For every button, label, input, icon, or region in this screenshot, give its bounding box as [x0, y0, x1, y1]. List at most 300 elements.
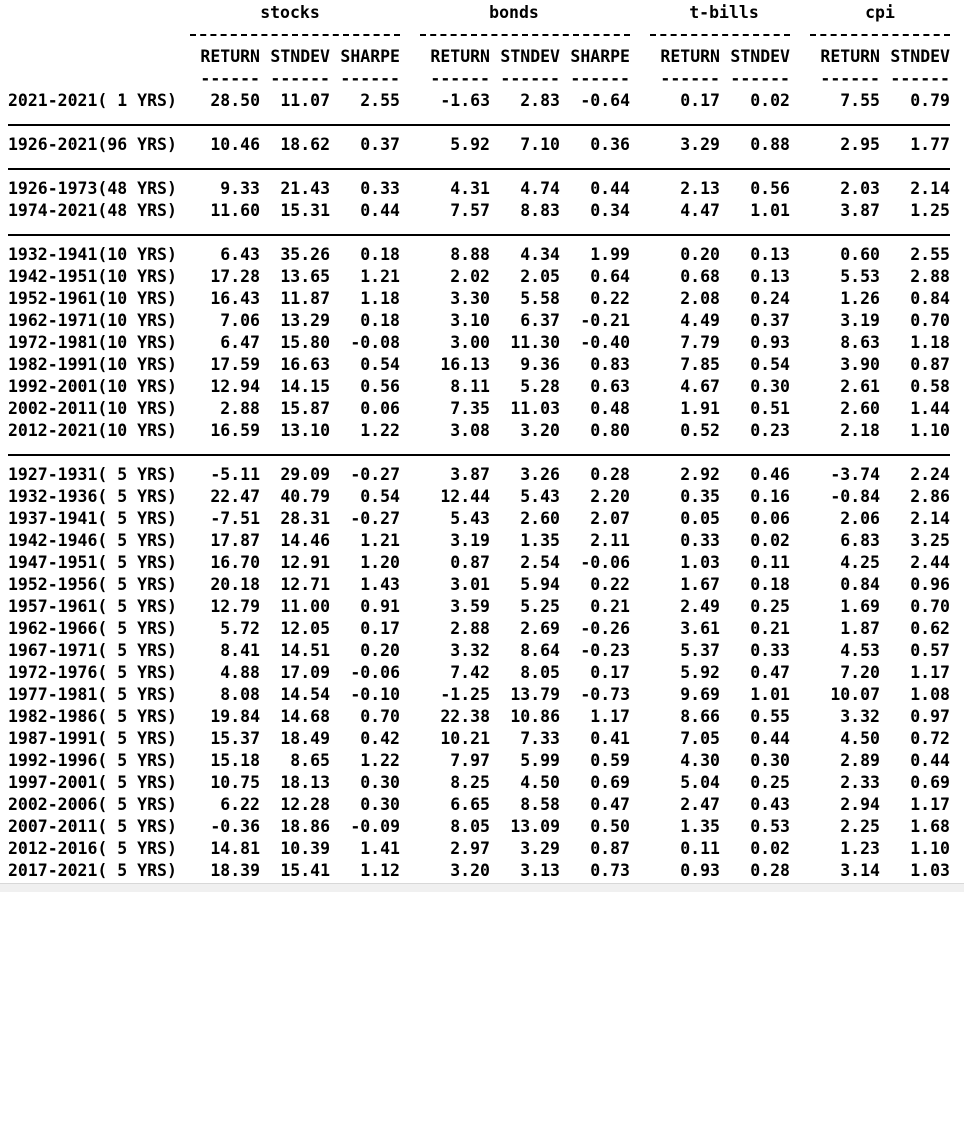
- cpi-return: 3.14: [840, 861, 880, 880]
- column-header-row: [0, 46, 964, 68]
- period-label: 1982-1986( 5 YRS): [8, 707, 177, 726]
- bonds-return: 3.87: [450, 465, 490, 484]
- bonds-return: 2.88: [450, 619, 490, 638]
- cpi-stndev: 0.72: [910, 729, 950, 748]
- tbills-stndev: 0.02: [750, 531, 790, 550]
- period-label: 1947-1951( 5 YRS): [8, 553, 177, 572]
- cpi-stndev: 1.17: [910, 663, 950, 682]
- bonds-sharpe: -0.21: [580, 311, 630, 330]
- bonds-return: 7.97: [450, 751, 490, 770]
- tbills-return: 2.08: [680, 289, 720, 308]
- stocks-return: -7.51: [210, 509, 260, 528]
- bonds-stndev: 13.09: [510, 817, 560, 836]
- cpi-return: 0.60: [840, 245, 880, 264]
- bonds-sharpe: 0.87: [590, 839, 630, 858]
- cpi-stndev: 0.62: [910, 619, 950, 638]
- cpi-return: 2.18: [840, 421, 880, 440]
- tbills-stndev: 0.88: [750, 135, 790, 154]
- bonds-sharpe: -0.06: [580, 553, 630, 572]
- stocks-sharpe: 0.17: [360, 619, 400, 638]
- tbills-return: 0.17: [680, 91, 720, 110]
- tbills-stndev: 0.53: [750, 817, 790, 836]
- bonds-sharpe: 0.17: [590, 663, 630, 682]
- period-label: 1957-1961( 5 YRS): [8, 597, 177, 616]
- stocks-return: 8.08: [220, 685, 260, 704]
- table-row: [0, 662, 964, 684]
- bonds-stndev: 2.69: [520, 619, 560, 638]
- stocks-sharpe: -0.09: [350, 817, 400, 836]
- stocks-return: 16.70: [210, 553, 260, 572]
- stocks-return: 12.79: [210, 597, 260, 616]
- period-label: 1926-1973(48 YRS): [8, 179, 177, 198]
- bonds-return: 7.57: [450, 201, 490, 220]
- bonds-return: 5.43: [450, 509, 490, 528]
- period-label: 1987-1991( 5 YRS): [8, 729, 177, 748]
- stocks-sharpe: 0.42: [360, 729, 400, 748]
- period-label: 1977-1981( 5 YRS): [8, 685, 177, 704]
- column-header: STNDEV: [500, 47, 560, 66]
- tbills-return: 0.33: [680, 531, 720, 550]
- bonds-sharpe: 0.80: [590, 421, 630, 440]
- stocks-return: 17.59: [210, 355, 260, 374]
- bonds-return: 3.00: [450, 333, 490, 352]
- tbills-stndev: 0.44: [750, 729, 790, 748]
- tbills-return: 5.92: [680, 663, 720, 682]
- stocks-sharpe: 0.20: [360, 641, 400, 660]
- table-row: [0, 706, 964, 728]
- table-row: [0, 860, 964, 882]
- stocks-return: 15.37: [210, 729, 260, 748]
- column-header: STNDEV: [890, 47, 950, 66]
- tbills-return: 9.69: [680, 685, 720, 704]
- cpi-stndev: 0.57: [910, 641, 950, 660]
- cpi-return: 4.53: [840, 641, 880, 660]
- bonds-return: -1.25: [440, 685, 490, 704]
- cpi-return: 1.23: [840, 839, 880, 858]
- cpi-return: 2.89: [840, 751, 880, 770]
- bonds-return: 22.38: [440, 707, 490, 726]
- stocks-sharpe: 2.55: [360, 91, 400, 110]
- stocks-sharpe: -0.06: [350, 663, 400, 682]
- bonds-sharpe: -0.23: [580, 641, 630, 660]
- table-row: [0, 640, 964, 662]
- tbills-return: 5.04: [680, 773, 720, 792]
- bonds-stndev: 10.86: [510, 707, 560, 726]
- stocks-stndev: 11.00: [280, 597, 330, 616]
- bonds-sharpe: 0.63: [590, 377, 630, 396]
- table-row: [0, 398, 964, 420]
- bonds-stndev: 3.20: [520, 421, 560, 440]
- period-label: 1962-1966( 5 YRS): [8, 619, 177, 638]
- tbills-return: 7.79: [680, 333, 720, 352]
- table-row: [0, 376, 964, 398]
- stocks-stndev: 8.65: [290, 751, 330, 770]
- cpi-return: 2.60: [840, 399, 880, 418]
- cpi-stndev: 2.88: [910, 267, 950, 286]
- cpi-stndev: 2.14: [910, 179, 950, 198]
- tbills-return: 0.52: [680, 421, 720, 440]
- stocks-stndev: 13.10: [280, 421, 330, 440]
- stocks-sharpe: 1.41: [360, 839, 400, 858]
- column-header: SHARPE: [570, 47, 630, 66]
- stocks-return: 19.84: [210, 707, 260, 726]
- table-row: [0, 816, 964, 838]
- group-header-row: [0, 2, 964, 24]
- tbills-return: 4.47: [680, 201, 720, 220]
- tbills-stndev: 0.54: [750, 355, 790, 374]
- bonds-sharpe: 0.73: [590, 861, 630, 880]
- tbills-stndev: 0.21: [750, 619, 790, 638]
- table-row: [0, 90, 964, 112]
- bonds-stndev: 5.25: [520, 597, 560, 616]
- stocks-return: 17.28: [210, 267, 260, 286]
- bonds-stndev: 13.79: [510, 685, 560, 704]
- stocks-sharpe: -0.27: [350, 465, 400, 484]
- stocks-stndev: 14.51: [280, 641, 330, 660]
- bonds-sharpe: 0.64: [590, 267, 630, 286]
- group-title-tbills: t-bills: [689, 3, 759, 22]
- bonds-sharpe: -0.73: [580, 685, 630, 704]
- table-row: [0, 838, 964, 860]
- bonds-stndev: 5.28: [520, 377, 560, 396]
- column-header: RETURN: [430, 47, 490, 66]
- stocks-return: 14.81: [210, 839, 260, 858]
- tbills-return: 0.68: [680, 267, 720, 286]
- cpi-return: 2.33: [840, 773, 880, 792]
- stocks-stndev: 18.49: [280, 729, 330, 748]
- stocks-return: 9.33: [220, 179, 260, 198]
- period-label: 1937-1941( 5 YRS): [8, 509, 177, 528]
- stocks-stndev: 29.09: [280, 465, 330, 484]
- bonds-return: 3.19: [450, 531, 490, 550]
- tbills-stndev: 0.02: [750, 839, 790, 858]
- stocks-return: 10.75: [210, 773, 260, 792]
- tbills-stndev: 0.18: [750, 575, 790, 594]
- bonds-sharpe: 0.36: [590, 135, 630, 154]
- bonds-sharpe: 0.44: [590, 179, 630, 198]
- bonds-return: 3.59: [450, 597, 490, 616]
- tbills-return: 0.20: [680, 245, 720, 264]
- bonds-return: 8.88: [450, 245, 490, 264]
- tbills-stndev: 0.24: [750, 289, 790, 308]
- bonds-stndev: 2.83: [520, 91, 560, 110]
- table-row: [0, 530, 964, 552]
- bonds-return: 16.13: [440, 355, 490, 374]
- column-underline-row: [0, 68, 964, 90]
- cpi-return: 0.84: [840, 575, 880, 594]
- cpi-return: 4.25: [840, 553, 880, 572]
- bonds-sharpe: 1.99: [590, 245, 630, 264]
- bonds-return: 2.97: [450, 839, 490, 858]
- cpi-return: 7.20: [840, 663, 880, 682]
- tbills-stndev: 0.28: [750, 861, 790, 880]
- bonds-sharpe: 0.41: [590, 729, 630, 748]
- cpi-stndev: 2.86: [910, 487, 950, 506]
- table-row: [0, 178, 964, 200]
- section-divider: [8, 234, 950, 236]
- period-label: 1932-1936( 5 YRS): [8, 487, 177, 506]
- bonds-stndev: 11.03: [510, 399, 560, 418]
- bonds-return: 3.32: [450, 641, 490, 660]
- tbills-stndev: 1.01: [750, 201, 790, 220]
- period-label: 1972-1976( 5 YRS): [8, 663, 177, 682]
- period-label: 2017-2021( 5 YRS): [8, 861, 177, 880]
- stocks-sharpe: 0.18: [360, 245, 400, 264]
- table-row: [0, 134, 964, 156]
- section-divider: [8, 454, 950, 456]
- bonds-sharpe: 0.83: [590, 355, 630, 374]
- stocks-stndev: 18.62: [280, 135, 330, 154]
- column-underline: ------: [200, 69, 260, 88]
- bonds-return: 4.31: [450, 179, 490, 198]
- stocks-stndev: 15.87: [280, 399, 330, 418]
- period-label: 2012-2021(10 YRS): [8, 421, 177, 440]
- bonds-stndev: 11.30: [510, 333, 560, 352]
- stocks-sharpe: 0.70: [360, 707, 400, 726]
- table-row: [0, 750, 964, 772]
- tbills-return: 4.67: [680, 377, 720, 396]
- table-row: [0, 618, 964, 640]
- cpi-stndev: 1.77: [910, 135, 950, 154]
- stocks-return: 2.88: [220, 399, 260, 418]
- column-underline: ------: [340, 69, 400, 88]
- bonds-sharpe: 2.20: [590, 487, 630, 506]
- table-row: [0, 244, 964, 266]
- bonds-stndev: 6.37: [520, 311, 560, 330]
- bonds-stndev: 3.13: [520, 861, 560, 880]
- cpi-return: 8.63: [840, 333, 880, 352]
- stocks-return: 17.87: [210, 531, 260, 550]
- stocks-stndev: 15.80: [280, 333, 330, 352]
- table-row: [0, 596, 964, 618]
- column-header: SHARPE: [340, 47, 400, 66]
- period-label: 1997-2001( 5 YRS): [8, 773, 177, 792]
- stocks-stndev: 14.15: [280, 377, 330, 396]
- section-divider: [8, 168, 950, 170]
- stocks-return: 6.43: [220, 245, 260, 264]
- table-row: [0, 354, 964, 376]
- tbills-return: 8.66: [680, 707, 720, 726]
- stocks-stndev: 12.28: [280, 795, 330, 814]
- tbills-stndev: 0.13: [750, 267, 790, 286]
- stocks-sharpe: 1.20: [360, 553, 400, 572]
- tbills-stndev: 0.30: [750, 751, 790, 770]
- tbills-stndev: 0.13: [750, 245, 790, 264]
- cpi-stndev: 1.03: [910, 861, 950, 880]
- bonds-return: 12.44: [440, 487, 490, 506]
- column-underline: ------: [890, 69, 950, 88]
- tbills-return: 2.49: [680, 597, 720, 616]
- bonds-return: 7.35: [450, 399, 490, 418]
- period-label: 2002-2011(10 YRS): [8, 399, 177, 418]
- stocks-stndev: 17.09: [280, 663, 330, 682]
- column-underline: ------: [730, 69, 790, 88]
- tbills-return: 0.35: [680, 487, 720, 506]
- stocks-return: -5.11: [210, 465, 260, 484]
- stocks-sharpe: 0.33: [360, 179, 400, 198]
- bonds-return: 3.30: [450, 289, 490, 308]
- period-label: 1942-1946( 5 YRS): [8, 531, 177, 550]
- group-title-cpi: cpi: [865, 3, 895, 22]
- period-label: 1962-1971(10 YRS): [8, 311, 177, 330]
- bonds-stndev: 1.35: [520, 531, 560, 550]
- bonds-return: 10.21: [440, 729, 490, 748]
- tbills-stndev: 0.56: [750, 179, 790, 198]
- table-row: [0, 266, 964, 288]
- stocks-sharpe: 0.30: [360, 795, 400, 814]
- period-label: 1952-1961(10 YRS): [8, 289, 177, 308]
- stocks-return: 7.06: [220, 311, 260, 330]
- bonds-sharpe: 0.59: [590, 751, 630, 770]
- group-divider-tbills: [650, 34, 790, 36]
- bonds-return: 7.42: [450, 663, 490, 682]
- tbills-stndev: 0.47: [750, 663, 790, 682]
- stocks-sharpe: 0.54: [360, 487, 400, 506]
- stocks-stndev: 13.29: [280, 311, 330, 330]
- stocks-sharpe: 0.18: [360, 311, 400, 330]
- stocks-return: 6.22: [220, 795, 260, 814]
- bonds-stndev: 5.43: [520, 487, 560, 506]
- bonds-stndev: 2.60: [520, 509, 560, 528]
- stocks-return: 4.88: [220, 663, 260, 682]
- period-label: 2007-2011( 5 YRS): [8, 817, 177, 836]
- stocks-stndev: 14.46: [280, 531, 330, 550]
- tbills-stndev: 0.43: [750, 795, 790, 814]
- table-row: [0, 420, 964, 442]
- bonds-return: 3.10: [450, 311, 490, 330]
- bonds-stndev: 3.26: [520, 465, 560, 484]
- column-underline: ------: [820, 69, 880, 88]
- cpi-stndev: 2.24: [910, 465, 950, 484]
- bonds-stndev: 9.36: [520, 355, 560, 374]
- bonds-stndev: 5.94: [520, 575, 560, 594]
- cpi-return: 5.53: [840, 267, 880, 286]
- bonds-sharpe: 0.34: [590, 201, 630, 220]
- period-label: 1932-1941(10 YRS): [8, 245, 177, 264]
- group-divider-bonds: [420, 34, 630, 36]
- cpi-stndev: 2.55: [910, 245, 950, 264]
- cpi-return: 6.83: [840, 531, 880, 550]
- bonds-stndev: 4.50: [520, 773, 560, 792]
- stocks-sharpe: 0.37: [360, 135, 400, 154]
- bonds-return: 3.01: [450, 575, 490, 594]
- tbills-return: 0.11: [680, 839, 720, 858]
- bonds-stndev: 8.83: [520, 201, 560, 220]
- tbills-stndev: 0.46: [750, 465, 790, 484]
- table-row: [0, 794, 964, 816]
- cpi-stndev: 0.58: [910, 377, 950, 396]
- cpi-return: 7.55: [840, 91, 880, 110]
- stocks-return: -0.36: [210, 817, 260, 836]
- bonds-sharpe: 2.11: [590, 531, 630, 550]
- table-row: [0, 464, 964, 486]
- stocks-sharpe: 0.44: [360, 201, 400, 220]
- cpi-stndev: 0.79: [910, 91, 950, 110]
- column-header: RETURN: [820, 47, 880, 66]
- table-row: [0, 200, 964, 222]
- stocks-sharpe: 1.43: [360, 575, 400, 594]
- stocks-stndev: 40.79: [280, 487, 330, 506]
- cpi-return: 4.50: [840, 729, 880, 748]
- group-divider-cpi: [810, 34, 950, 36]
- tbills-return: 2.47: [680, 795, 720, 814]
- tbills-return: 1.35: [680, 817, 720, 836]
- cpi-stndev: 0.84: [910, 289, 950, 308]
- period-label: 2012-2016( 5 YRS): [8, 839, 177, 858]
- stocks-return: 8.41: [220, 641, 260, 660]
- cpi-return: 3.90: [840, 355, 880, 374]
- bonds-return: 6.65: [450, 795, 490, 814]
- stocks-return: 18.39: [210, 861, 260, 880]
- cpi-return: -0.84: [830, 487, 880, 506]
- tbills-return: 2.92: [680, 465, 720, 484]
- column-underline: ------: [500, 69, 560, 88]
- stocks-stndev: 16.63: [280, 355, 330, 374]
- tbills-stndev: 0.55: [750, 707, 790, 726]
- cpi-return: 1.69: [840, 597, 880, 616]
- bonds-sharpe: 0.48: [590, 399, 630, 418]
- stocks-stndev: 13.65: [280, 267, 330, 286]
- cpi-stndev: 1.08: [910, 685, 950, 704]
- tbills-stndev: 0.33: [750, 641, 790, 660]
- table-row: [0, 508, 964, 530]
- stocks-sharpe: -0.10: [350, 685, 400, 704]
- stocks-sharpe: 1.21: [360, 267, 400, 286]
- stocks-sharpe: 0.30: [360, 773, 400, 792]
- bonds-stndev: 2.05: [520, 267, 560, 286]
- bonds-return: 8.25: [450, 773, 490, 792]
- bonds-sharpe: -0.26: [580, 619, 630, 638]
- bonds-sharpe: 0.50: [590, 817, 630, 836]
- cpi-stndev: 1.18: [910, 333, 950, 352]
- stocks-sharpe: -0.08: [350, 333, 400, 352]
- bonds-stndev: 4.34: [520, 245, 560, 264]
- bonds-stndev: 3.29: [520, 839, 560, 858]
- tbills-return: 7.85: [680, 355, 720, 374]
- table-row: [0, 684, 964, 706]
- cpi-return: 3.87: [840, 201, 880, 220]
- cpi-stndev: 1.25: [910, 201, 950, 220]
- cpi-stndev: 0.70: [910, 311, 950, 330]
- bonds-return: 3.20: [450, 861, 490, 880]
- period-label: 1952-1956( 5 YRS): [8, 575, 177, 594]
- stocks-stndev: 18.86: [280, 817, 330, 836]
- bonds-sharpe: -0.64: [580, 91, 630, 110]
- table-row: [0, 486, 964, 508]
- tbills-stndev: 0.93: [750, 333, 790, 352]
- stocks-stndev: 12.05: [280, 619, 330, 638]
- bonds-return: 0.87: [450, 553, 490, 572]
- cpi-stndev: 0.70: [910, 597, 950, 616]
- stocks-sharpe: 1.18: [360, 289, 400, 308]
- period-label: 1942-1951(10 YRS): [8, 267, 177, 286]
- cpi-return: 1.87: [840, 619, 880, 638]
- tbills-return: 1.67: [680, 575, 720, 594]
- stocks-stndev: 35.26: [280, 245, 330, 264]
- tbills-return: 4.30: [680, 751, 720, 770]
- cpi-stndev: 2.44: [910, 553, 950, 572]
- group-title-stocks: stocks: [260, 3, 320, 22]
- cpi-stndev: 0.69: [910, 773, 950, 792]
- cpi-stndev: 1.10: [910, 421, 950, 440]
- stocks-stndev: 14.54: [280, 685, 330, 704]
- tbills-return: 7.05: [680, 729, 720, 748]
- bonds-sharpe: 0.22: [590, 289, 630, 308]
- bonds-sharpe: 0.22: [590, 575, 630, 594]
- group-title-bonds: bonds: [489, 3, 539, 22]
- column-underline: ------: [430, 69, 490, 88]
- stocks-stndev: 14.68: [280, 707, 330, 726]
